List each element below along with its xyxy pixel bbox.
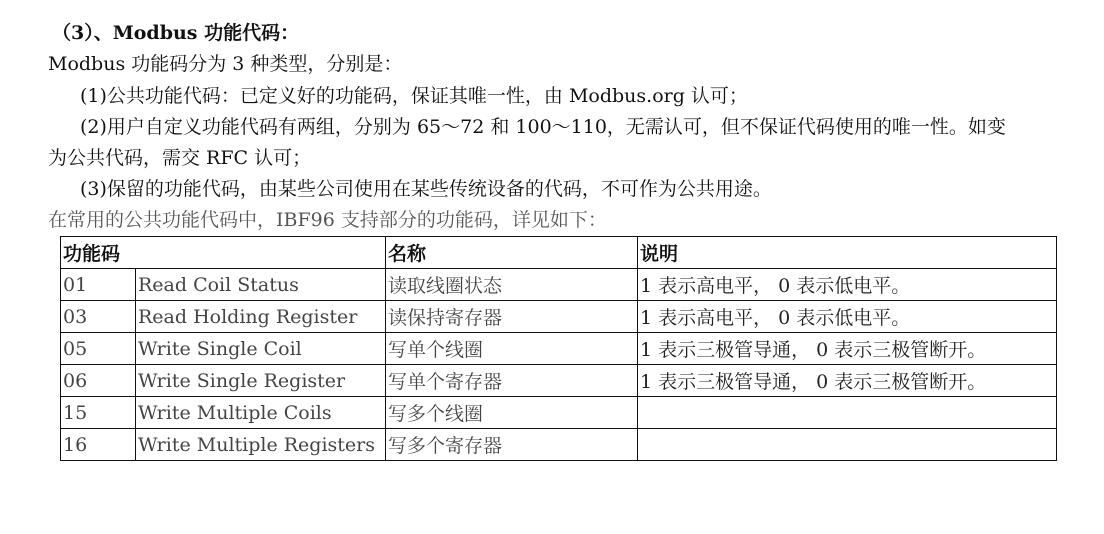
row-description: 1 表示高电平， 0 表示低电平。 [638, 269, 1057, 301]
row-description: 1 表示三极管导通， 0 表示三极管断开。 [638, 333, 1057, 365]
row-name: 写单个线圈 [386, 333, 638, 365]
header-description: 说明 [638, 237, 1057, 269]
table-header-row [61, 237, 1057, 269]
row-name: 读取线圈状态 [386, 269, 638, 301]
row-english-name: Write Multiple Registers [136, 429, 386, 461]
row-english-name: Write Multiple Coils [136, 397, 386, 429]
row-code: 03 [61, 301, 136, 333]
header-name: 名称 [386, 237, 638, 269]
type-user-defined-text-continued: 为公共代码，需交 RFC 认可； [48, 147, 312, 169]
row-code: 16 [61, 429, 136, 461]
table-row [61, 365, 1057, 397]
row-name: 写单个寄存器 [386, 365, 638, 397]
table-row [61, 301, 1057, 333]
table-row [61, 397, 1057, 429]
row-description: 1 表示高电平， 0 表示低电平。 [638, 301, 1057, 333]
row-english-name: Write Single Coil [136, 333, 386, 365]
function-code-table [60, 236, 1057, 461]
row-description [638, 397, 1057, 429]
row-description: 1 表示三极管导通， 0 表示三极管断开。 [638, 365, 1057, 397]
summary-text: 在常用的公共功能代码中，IBF96 支持部分的功能码，详见如下： [48, 209, 607, 231]
type-user-defined-text: (2)用户自定义功能代码有两组，分别为 65～72 和 100～110，无需认可，但不保证代码使用的唯一性。如变 [80, 116, 1006, 138]
table-row [61, 429, 1057, 461]
row-name: 读保持寄存器 [386, 301, 638, 333]
row-description [638, 429, 1057, 461]
section-heading: （3）、Modbus 功能代码： [52, 22, 300, 44]
row-english-name: Read Coil Status [136, 269, 386, 301]
type-public-text: (1)公共功能代码：已定义好的功能码，保证其唯一性，由 Modbus.org 认可； [80, 85, 748, 107]
row-english-name: Write Single Register [136, 365, 386, 397]
header-code: 功能码 [61, 237, 386, 269]
intro-text: Modbus 功能码分为 3 种类型，分别是： [48, 53, 403, 75]
row-code: 01 [61, 269, 136, 301]
type-reserved-text: (3)保留的功能代码，由某些公司使用在某些传统设备的代码，不可作为公共用途。 [80, 178, 772, 200]
row-code: 05 [61, 333, 136, 365]
row-english-name: Read Holding Register [136, 301, 386, 333]
table-row [61, 333, 1057, 365]
row-name: 写多个寄存器 [386, 429, 638, 461]
row-code: 15 [61, 397, 136, 429]
row-code: 06 [61, 365, 136, 397]
table-row [61, 269, 1057, 301]
row-name: 写多个线圈 [386, 397, 638, 429]
